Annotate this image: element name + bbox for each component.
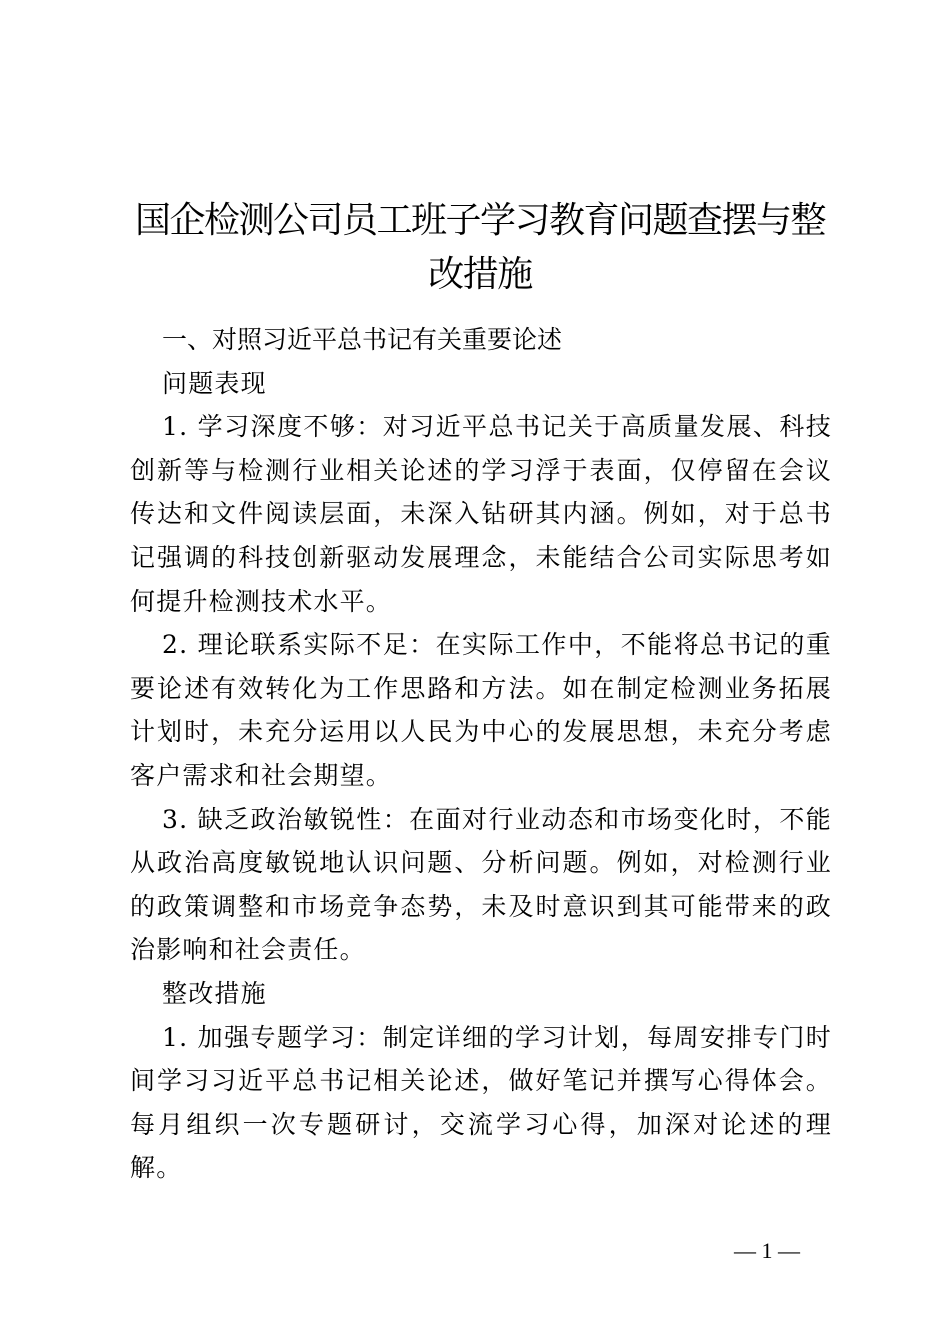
section-heading: 一、对照习近平总书记有关重要论述 [162, 325, 563, 354]
problem-item: 2. 理论联系实际不足：在实际工作中，不能将总书记的重要论述有效转化为工作思路和方法。如在制定检测业务拓展计划时，未充分运用以人民为中心的发展思想，未充分考虑客户需求和社会期望。 [130, 630, 832, 790]
document-title: 国企检测公司员工班子学习教育问题查摆与整改措施 [134, 200, 825, 296]
problems-label: 问题表现 [162, 368, 267, 398]
problem-item: 1. 学习深度不够：对习近平总书记关于高质量发展、科技创新等与检测行业相关论述的学习浮于表面，仅停留在会议传达和文件阅读层面，未深入钻研其内涵。例如，对于总书记强调的科技创新驱动发展理念，未能结合公司实际思考如何提升检测技术水平。 [130, 412, 832, 616]
page-number: — 1 — [734, 1238, 800, 1263]
document-body [130, 318, 832, 1190]
measures-label: 整改措施 [162, 978, 267, 1008]
measure-item: 1. 加强专题学习：制定详细的学习计划，每周安排专门时间学习习近平总书记相关论述，做好笔记并撰写心得体会。每月组织一次专题研讨，交流学习心得，加深对论述的理解。 [130, 1022, 832, 1183]
problem-item: 3. 缺乏政治敏锐性：在面对行业动态和市场变化时，不能从政治高度敏锐地认识问题、分析问题。例如，对检测行业的政策调整和市场竞争态势，未及时意识到其可能带来的政治影响和社会责任。 [130, 804, 832, 965]
